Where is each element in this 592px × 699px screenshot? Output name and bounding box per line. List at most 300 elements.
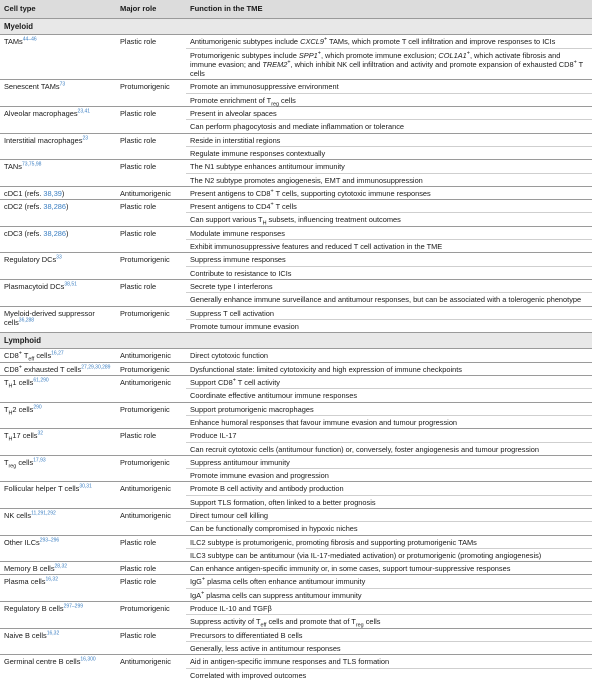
superscript: + — [466, 50, 470, 57]
text-segment: T cells — [190, 59, 584, 79]
text-segment: Reside in interstitial regions — [190, 135, 281, 145]
function-cell — [186, 602, 592, 629]
cell-type-name — [0, 402, 116, 429]
superscript: + — [317, 50, 321, 57]
table-row — [0, 306, 592, 333]
reference-link[interactable]: 23 — [82, 135, 89, 142]
function-line — [186, 35, 592, 47]
function-cell — [186, 107, 592, 134]
text-segment: ILC3 subtype can be antitumour (via IL-17-mediated activation) or protumorigenic (promoting angiogenesis) — [190, 550, 542, 560]
major-role: Plastic role — [116, 575, 186, 602]
text-segment: Support CD8 — [190, 378, 233, 388]
text-segment: T — [21, 351, 29, 361]
cell-type-name — [0, 306, 116, 333]
text-segment: Alveolar macrophages — [4, 109, 78, 119]
cell-type-name — [0, 133, 116, 160]
text-segment: Support TLS formation, often linked to a better prognosis — [190, 497, 376, 507]
major-role: Plastic role — [116, 562, 186, 575]
section-header-row — [0, 19, 592, 35]
table-row — [0, 349, 592, 362]
text-segment: T — [4, 378, 9, 388]
text-segment: Precursors to differentiated B cells — [190, 630, 303, 640]
text-segment: The N1 subtype enhances antitumour immunity — [190, 162, 345, 172]
text-segment: The N2 subtype promotes angiogenesis, EMT and immunosuppression — [190, 175, 423, 185]
text-segment: Plasma cells — [4, 577, 46, 587]
text-segment: IgA — [190, 590, 202, 600]
text-segment: Dysfunctional state: limited cytotoxicity and high expression of immune checkpoints — [190, 364, 462, 374]
function-line — [186, 107, 592, 119]
table-row — [0, 628, 592, 655]
function-line — [186, 292, 592, 305]
text-segment: , which promote immune exclusion; — [320, 50, 439, 60]
text-segment: Follicular helper T cells — [4, 484, 80, 494]
major-role: Plastic role — [116, 133, 186, 160]
function-cell — [186, 35, 592, 80]
reference-link[interactable]: 16,27 — [51, 350, 64, 357]
text-segment: cells — [279, 95, 296, 105]
table-row — [0, 362, 592, 375]
text-segment: Secrete type I interferons — [190, 281, 273, 291]
text-segment: 17 cells — [12, 431, 38, 441]
text-segment: Suppress T cell activation — [190, 308, 274, 318]
text-segment: 1 cells — [12, 378, 34, 388]
gene-name: TREM2 — [262, 59, 288, 69]
function-cell — [186, 575, 592, 602]
text-segment: plasma cells can suppress antitumour immunity — [204, 590, 362, 600]
superscript: + — [573, 59, 577, 66]
function-cell — [186, 429, 592, 456]
text-segment: ) — [61, 188, 65, 198]
text-segment: Contribute to resistance to ICIs — [190, 268, 292, 278]
text-segment: T cell activity — [235, 378, 280, 388]
text-segment: Antitumorigenic subtypes include — [190, 37, 301, 47]
text-segment: Correlated with improved outcomes — [190, 670, 307, 680]
major-role: Protumorigenic — [116, 362, 186, 375]
text-segment: Modulate immune responses — [190, 228, 285, 238]
function-line — [186, 93, 592, 106]
function-cell — [186, 508, 592, 535]
text-segment: Present antigens to CD4 — [190, 202, 271, 212]
text-segment: Promote an immunosuppressive environment — [190, 82, 339, 92]
reference-link[interactable]: 38,286 — [43, 228, 67, 238]
reference-link[interactable]: 17,93 — [33, 457, 46, 464]
text-segment: Exhibit immunosuppressive features and reduced T cell activation in the TME — [190, 242, 443, 252]
function-line — [186, 403, 592, 415]
text-segment: cells — [16, 457, 34, 467]
function-line — [186, 575, 592, 587]
function-cell — [186, 535, 592, 562]
text-segment: Plasmacytoid DCs — [4, 281, 65, 291]
table-row — [0, 575, 592, 602]
reference-link[interactable]: 73,75,98 — [21, 161, 42, 168]
reference-link[interactable]: 38,51 — [64, 281, 77, 288]
major-role: Antitumorigenic — [116, 376, 186, 403]
function-line — [186, 602, 592, 614]
subscript: eff — [260, 622, 267, 629]
function-line — [186, 239, 592, 252]
text-segment: T cells, supporting cytotoxic immune responses — [273, 188, 431, 198]
reference-link[interactable]: 297–299 — [63, 603, 84, 610]
function-cell — [186, 186, 592, 199]
text-segment: cDC2 (refs. — [4, 202, 44, 212]
text-segment: Promote immune evasion and progression — [190, 471, 329, 481]
text-segment: 2 cells — [12, 404, 34, 414]
function-line — [186, 200, 592, 212]
function-line — [186, 119, 592, 132]
major-role: Antitumorigenic — [116, 349, 186, 362]
cell-type-name — [0, 376, 116, 403]
subscript: H — [8, 383, 13, 390]
text-segment: Suppress activity of T — [190, 617, 261, 627]
function-cell — [186, 160, 592, 187]
text-segment: Can be functionally compromised in hypoxic niches — [190, 524, 358, 534]
text-segment: Generally, less active in antitumour responses — [190, 643, 341, 653]
table-row — [0, 429, 592, 456]
function-line — [186, 319, 592, 332]
function-line — [186, 415, 592, 428]
major-role: Plastic role — [116, 160, 186, 187]
text-segment: Promote B cell activity and antibody production — [190, 484, 344, 494]
function-line — [186, 160, 592, 172]
text-segment: Promote enrichment of T — [190, 95, 272, 105]
superscript: + — [18, 364, 22, 371]
major-role: Antitumorigenic — [116, 508, 186, 535]
reference-link[interactable]: 23,41 — [77, 108, 91, 115]
function-cell — [186, 80, 592, 107]
text-segment: Present in alveolar spaces — [190, 109, 277, 119]
header-row — [0, 0, 592, 19]
superscript: + — [287, 59, 291, 66]
function-line — [186, 134, 592, 146]
major-role: Protumorigenic — [116, 306, 186, 333]
major-role: Protumorigenic — [116, 253, 186, 280]
table-row — [0, 200, 592, 227]
function-line — [186, 442, 592, 455]
reference-link[interactable]: 36,288 — [18, 317, 35, 324]
table-row — [0, 253, 592, 280]
function-cell — [186, 362, 592, 375]
function-line — [186, 363, 592, 375]
subscript: H — [262, 220, 267, 227]
cell-type-name — [0, 226, 116, 253]
reference-link[interactable]: 28,32 — [54, 563, 68, 570]
table-row — [0, 80, 592, 107]
cell-type-name — [0, 253, 116, 280]
gene-name: CXCL9 — [300, 37, 324, 47]
cell-type-name — [0, 655, 116, 681]
reference-link[interactable]: 11,291,292 — [31, 510, 56, 517]
major-role: Plastic role — [116, 200, 186, 227]
function-line — [186, 521, 592, 534]
major-role: Protumorigenic — [116, 455, 186, 482]
subscript: H — [8, 436, 13, 443]
reference-link[interactable]: 27,29,30,289 — [81, 364, 111, 371]
text-segment: Produce IL-10 and TGFβ — [190, 604, 272, 614]
subscript: H — [8, 410, 13, 417]
cell-type-name — [0, 482, 116, 509]
subscript: reg — [271, 101, 279, 108]
major-role: Protumorigenic — [116, 80, 186, 107]
table-row — [0, 226, 592, 253]
cell-type-name — [0, 35, 116, 80]
major-role: Plastic role — [116, 628, 186, 655]
text-segment: , which inhibit NK cell infiltration and activity and promote expansion of exhausted CD8 — [290, 59, 574, 69]
section-header-row — [0, 333, 592, 349]
function-cell — [186, 200, 592, 227]
major-role: Plastic role — [116, 226, 186, 253]
table-row — [0, 186, 592, 199]
superscript: + — [201, 577, 206, 583]
text-segment: Can support various T — [190, 215, 263, 225]
header-major-role: Major role — [116, 0, 186, 19]
table-row — [0, 602, 592, 629]
function-line — [186, 456, 592, 468]
function-line — [186, 468, 592, 481]
text-segment: Support protumorigenic macrophages — [190, 404, 314, 414]
function-line — [186, 212, 592, 225]
superscript: + — [270, 201, 274, 208]
cell-type-name — [0, 535, 116, 562]
function-cell — [186, 376, 592, 403]
reference-link[interactable]: 16,32 — [46, 630, 60, 637]
text-segment: Myeloid-derived suppressor cells — [4, 308, 95, 327]
text-segment: ) — [66, 228, 69, 238]
table-row — [0, 160, 592, 187]
text-segment: TAMs — [4, 37, 23, 47]
cell-type-name — [0, 279, 116, 306]
text-segment: Germinal centre B cells — [4, 657, 81, 667]
text-segment: Enhance humoral responses that favour immune evasion and tumour progression — [190, 417, 458, 427]
cell-type-name — [0, 349, 116, 362]
function-line — [186, 349, 592, 361]
cell-type-name — [0, 575, 116, 602]
major-role: Plastic role — [116, 279, 186, 306]
function-line — [186, 280, 592, 292]
table-row — [0, 535, 592, 562]
text-segment: Generally enhance immune surveillance and antitumour responses, but can be associated with a tolerogenic phenotype — [190, 295, 582, 305]
text-segment: Naive B cells — [4, 630, 47, 640]
cell-type-name — [0, 602, 116, 629]
function-line — [186, 641, 592, 654]
text-segment: Regulatory DCs — [4, 255, 57, 265]
reference-link[interactable]: 290 — [33, 404, 42, 411]
reference-link[interactable]: 293–296 — [39, 537, 60, 544]
function-cell — [186, 628, 592, 655]
major-role: Antitumorigenic — [116, 186, 186, 199]
major-role: Protumorigenic — [116, 602, 186, 629]
superscript: + — [323, 36, 328, 43]
text-segment: Senescent TAMs — [4, 82, 60, 92]
major-role: Antitumorigenic — [116, 655, 186, 681]
subscript: reg — [355, 622, 364, 629]
header-function: Function in the TME — [186, 0, 592, 19]
major-role: Plastic role — [116, 429, 186, 456]
major-role: Protumorigenic — [116, 402, 186, 429]
major-role: Antitumorigenic — [116, 482, 186, 509]
text-segment: Present antigens to CD8 — [190, 188, 271, 198]
cell-type-name — [0, 562, 116, 575]
reference-link[interactable]: 61,290 — [33, 377, 49, 384]
text-segment: Suppress antitumour immunity — [190, 457, 290, 467]
function-line — [186, 562, 592, 574]
reference-link[interactable]: 73 — [59, 82, 66, 89]
text-segment: T — [4, 431, 9, 441]
text-segment: Suppress immune responses — [190, 255, 286, 265]
text-segment: Interstitial macrophages — [4, 135, 83, 145]
text-segment: cells and promote that of T — [266, 617, 356, 627]
function-line — [186, 668, 592, 681]
table-row — [0, 376, 592, 403]
text-segment: CD8 — [4, 364, 19, 374]
text-segment: Protumorigenic subtypes include — [190, 50, 299, 60]
text-segment: Direct tumour cell killing — [190, 510, 269, 520]
major-role: Plastic role — [116, 535, 186, 562]
cell-type-name — [0, 455, 116, 482]
text-segment: Produce IL-17 — [190, 431, 237, 441]
text-segment: Coordinate effective antitumour immune responses — [190, 391, 358, 401]
function-cell — [186, 349, 592, 362]
function-line — [186, 429, 592, 441]
cell-type-name — [0, 429, 116, 456]
text-segment: Regulatory B cells — [4, 604, 64, 614]
text-segment: NK cells — [4, 510, 32, 520]
text-segment: cells — [363, 617, 381, 627]
section-title: Myeloid — [0, 19, 592, 35]
text-segment: CD8 — [4, 351, 19, 361]
function-cell — [186, 306, 592, 333]
cell-type-name — [0, 186, 116, 199]
subscript: reg — [8, 463, 17, 470]
function-line — [186, 588, 592, 601]
table-row — [0, 455, 592, 482]
function-line — [186, 227, 592, 239]
text-segment: Direct cytotoxic function — [190, 351, 269, 361]
table-row — [0, 133, 592, 160]
function-line — [186, 266, 592, 279]
cell-type-name — [0, 362, 116, 375]
function-line — [186, 629, 592, 641]
function-line — [186, 495, 592, 508]
function-line — [186, 307, 592, 319]
text-segment: ) — [66, 202, 69, 212]
text-segment: T — [4, 457, 9, 467]
section-title: Lymphoid — [0, 333, 592, 349]
superscript: + — [270, 188, 274, 195]
reference-link[interactable]: 16,300 — [80, 656, 96, 663]
function-line — [186, 655, 592, 667]
function-cell — [186, 655, 592, 681]
cell-type-name — [0, 628, 116, 655]
function-line — [186, 376, 592, 388]
table-row — [0, 35, 592, 80]
table-row — [0, 402, 592, 429]
function-line — [186, 482, 592, 494]
table-row — [0, 482, 592, 509]
function-line — [186, 80, 592, 92]
function-cell — [186, 133, 592, 160]
text-segment: Can enhance antigen-specific immunity or, in some cases, support tumour-suppressive responses — [190, 564, 511, 574]
text-segment: T — [4, 404, 9, 414]
reference-link[interactable]: 32 — [37, 430, 44, 437]
text-segment: Memory B cells — [4, 564, 55, 574]
reference-link[interactable]: 30,31 — [79, 483, 92, 490]
text-segment: cells — [34, 351, 52, 361]
gene-name: COL1A1 — [438, 50, 467, 60]
text-segment: subsets, influencing treatment outcomes — [266, 215, 401, 225]
function-cell — [186, 402, 592, 429]
function-line — [186, 388, 592, 401]
cell-type-name — [0, 107, 116, 134]
text-segment: Promote tumour immune evasion — [190, 321, 299, 331]
text-segment: T cells — [273, 202, 297, 212]
gene-name: SPP1 — [298, 50, 318, 60]
cell-type-name — [0, 80, 116, 107]
text-segment: IgG — [190, 577, 202, 587]
reference-link[interactable]: 16,32 — [45, 577, 58, 583]
superscript: + — [201, 590, 205, 597]
function-cell — [186, 226, 592, 253]
function-cell — [186, 562, 592, 575]
text-segment: ILC2 subtype is protumorigenic, promoting fibrosis and supporting protumorigenic TAMs — [190, 537, 477, 547]
table-row — [0, 508, 592, 535]
text-segment: Can recruit cytotoxic cells (antitumour function) or, conversely, foster angiogenesis and tumour progression — [190, 444, 540, 454]
function-line — [186, 536, 592, 548]
function-line — [186, 187, 592, 199]
text-segment: Aid in antigen-specific immune responses and TLS formation — [190, 657, 390, 667]
subscript: eff — [28, 356, 35, 363]
function-line — [186, 509, 592, 521]
superscript: + — [18, 350, 22, 357]
cell-type-name — [0, 508, 116, 535]
text-segment: Can perform phagocytosis and mediate inflammation or tolerance — [190, 122, 405, 132]
text-segment: TANs — [4, 162, 22, 172]
text-segment: , which activate fibrosis and immune evasion; and — [190, 50, 561, 69]
function-cell — [186, 455, 592, 482]
function-line — [186, 253, 592, 265]
function-line — [186, 614, 592, 627]
reference-link[interactable]: 38,39 — [43, 188, 62, 198]
text-segment: plasma cells often enhance antitumour immunity — [205, 577, 366, 587]
table-body — [0, 19, 592, 681]
function-line — [186, 548, 592, 561]
text-segment: exhausted T cells — [21, 364, 82, 374]
text-segment: Other ILCs — [4, 537, 40, 547]
function-cell — [186, 253, 592, 280]
table-row — [0, 655, 592, 681]
header-cell-type: Cell type — [0, 0, 116, 19]
function-cell — [186, 482, 592, 509]
text-segment: cDC3 (refs. — [4, 228, 44, 238]
function-line — [186, 173, 592, 186]
cell-type-name — [0, 200, 116, 227]
function-cell — [186, 279, 592, 306]
table-row — [0, 107, 592, 134]
table-row — [0, 279, 592, 306]
cell-type-name — [0, 160, 116, 187]
function-line — [186, 146, 592, 159]
text-segment: TAMs, which promote T cell infiltration and improve responses to ICIs — [327, 37, 556, 47]
major-role: Plastic role — [116, 35, 186, 80]
reference-link[interactable]: 44–46 — [22, 36, 37, 43]
major-role: Plastic role — [116, 107, 186, 134]
superscript: + — [232, 377, 236, 384]
reference-link[interactable]: 33 — [56, 254, 62, 261]
text-segment: cDC1 (refs. — [4, 188, 44, 198]
table-row — [0, 562, 592, 575]
text-segment: Regulate immune responses contextually — [190, 148, 326, 158]
function-line — [186, 48, 592, 80]
reference-link[interactable]: 38,286 — [43, 202, 67, 212]
